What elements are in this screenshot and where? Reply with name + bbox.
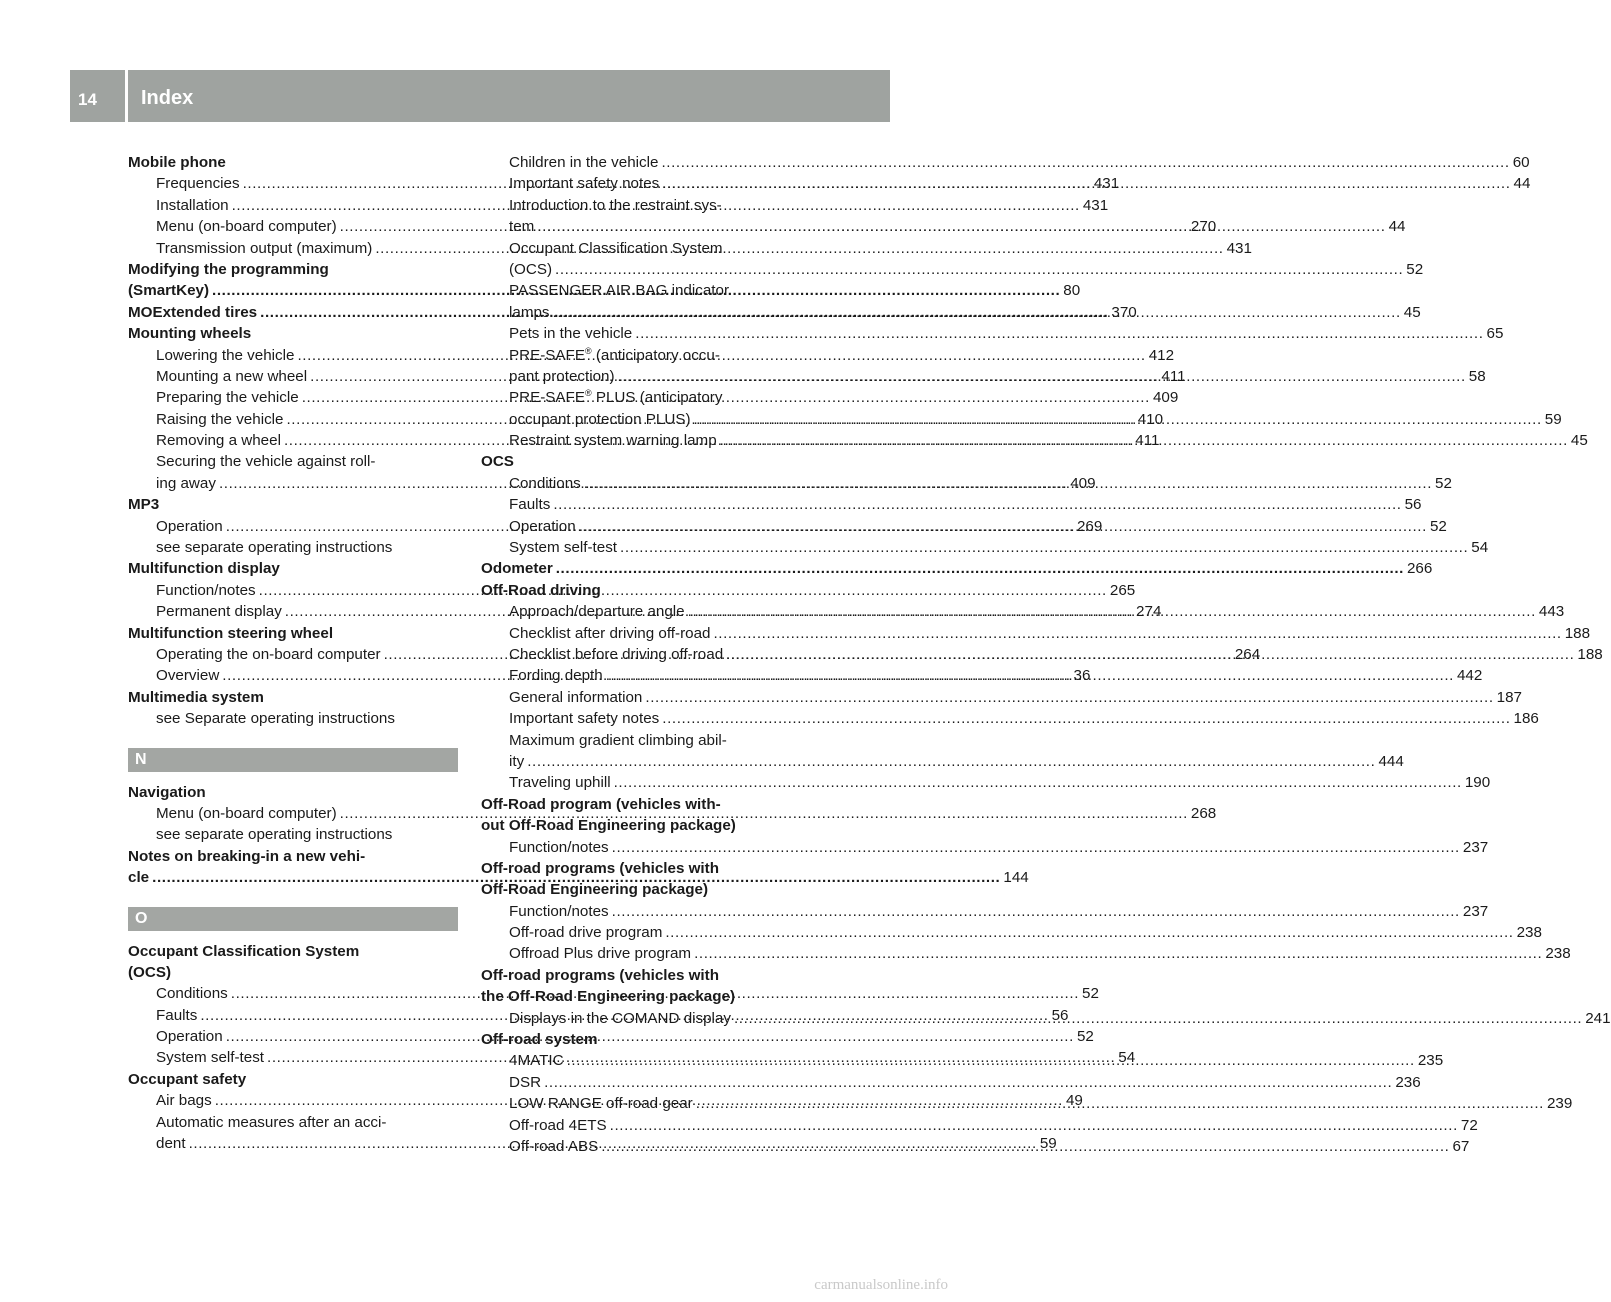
page-ref[interactable]: 190 [1464,774,1491,792]
index-entry [128,687,458,708]
entry-text: Removing a wheel [156,432,281,450]
entry-text: Restraint system warning lamp [509,432,717,450]
leader-dots [553,302,1401,323]
page-ref[interactable]: 412 [1148,346,1175,364]
index-subentry [481,195,811,216]
page-ref[interactable]: 239 [1546,1095,1573,1113]
leader-dots [694,409,1542,430]
section-gap [128,889,458,907]
entry-text: 4MATIC [509,1052,564,1070]
entry-text: dent [156,1135,186,1153]
index-entry [481,794,811,815]
page-ref[interactable]: 54 [1471,539,1489,557]
page-ref[interactable]: 44 [1388,218,1406,236]
index-subentry[interactable] [481,943,1571,964]
index-subentry [128,824,458,845]
index-entry[interactable] [481,558,1433,579]
page-ref[interactable]: 370 [1111,303,1137,321]
entry-text: Notes on breaking-in a new vehi- [128,847,366,865]
entry-text: Frequencies [156,175,240,193]
index-subentry[interactable] [481,323,1504,344]
leader-dots [726,644,1574,665]
entry-text: Occupant safety [128,1070,247,1088]
page-ref[interactable]: 443 [1538,603,1565,621]
leader-dots [662,708,1510,729]
entry-text: see separate operating instructions [156,826,393,844]
leader-dots [688,601,1536,622]
entry-text: MP3 [128,496,160,514]
index-entry [128,323,458,344]
index-subentry[interactable] [481,494,1422,515]
entry-text: Off-Road driving [481,581,601,599]
leader-dots [661,152,1509,173]
entry-text: Off-Road Engineering package) [481,881,708,899]
entry-text: Mounting a new wheel [156,367,308,385]
index-entry [128,558,458,579]
entry-text: Approach/departure angle [509,603,685,621]
entry-text: Children in the vehicle [509,154,659,171]
entry-text: MOExtended tires [128,303,258,321]
index-entry [128,962,458,983]
entry-text: Off-Road program (vehicles with- [481,795,721,813]
entry-text: (OCS) [509,260,553,278]
entry-text: Air bags [156,1092,212,1110]
entry-text: Conditions [156,985,228,1003]
entry-text: Operating the on-board computer [156,645,381,663]
leader-dots [556,558,1404,579]
entry-text: Function/notes [509,902,609,920]
entry-text: see Separate operating instructions [156,710,395,728]
entry-text: Faults [509,496,551,514]
entry-text: ity [509,752,525,770]
page-ref[interactable]: 409 [1070,474,1096,492]
entry-text: Faults [156,1006,198,1024]
entry-text: Function/notes [509,838,609,856]
entry-text: General information [509,688,643,706]
leader-dots [584,473,1432,494]
page-ref[interactable]: 431 [1226,239,1252,257]
page-ref[interactable]: 45 [1570,432,1588,450]
index-subentry[interactable] [481,152,1530,173]
page-ref[interactable]: 80 [1063,282,1081,300]
entry-text: see separate operating instructions [156,539,393,557]
entry-text: Mounting wheels [128,325,252,343]
page-ref[interactable]: 264 [1234,645,1261,663]
page-ref[interactable]: 431 [1082,196,1109,214]
entry-text: cle [128,869,150,887]
leader-dots [555,259,1403,280]
leader-dots [620,537,1468,558]
index-entry [128,623,458,644]
index-entry [128,846,458,867]
entry-text: Fording depth [509,667,603,685]
leader-dots [553,494,1401,515]
entry-text: Pets in the vehicle [509,325,633,343]
leader-dots [665,922,1513,943]
entry-text: Important safety notes [509,175,660,193]
index-subentry[interactable] [481,1072,1421,1093]
entry-text: Odometer [481,560,553,578]
entry-text: System self-test [156,1049,265,1067]
leader-dots [606,665,1454,686]
entry-text: Menu (on-board computer) [156,804,337,822]
entry-text: Menu (on-board computer) [156,218,337,236]
entry-text: Mobile phone [128,154,226,171]
entry-text: Navigation [128,783,206,801]
entry-text: Preparing the vehicle [156,389,299,407]
leader-dots [713,623,1561,644]
entry-text: OCS [481,453,514,471]
leader-dots [544,1072,1392,1093]
section-gap [128,931,458,941]
entry-text: Maximum gradient climbing abil- [509,731,727,749]
entry-text: tem [509,218,535,236]
header-divider [125,70,128,122]
page-ref[interactable]: 54 [1118,1049,1136,1067]
page-ref[interactable]: 188 [1577,645,1603,663]
index-subentry[interactable] [481,708,1539,729]
entry-text: Automatic measures after an acci- [156,1113,387,1131]
index-subentry[interactable] [481,259,1424,280]
leader-dots [696,1093,1544,1114]
page-ref[interactable]: 238 [1516,924,1542,942]
leader-dots [618,366,1466,387]
entry-text: Operation [509,517,576,535]
index-subentry[interactable] [128,516,1103,537]
page-ref[interactable]: 270 [1190,218,1217,236]
entry-text: Operation [156,517,223,535]
index-subentry[interactable] [481,687,1522,708]
page-ref[interactable]: 58 [1468,367,1486,385]
page-ref[interactable]: 268 [1190,804,1217,822]
entry-text: Occupant Classification System [128,942,360,960]
page-ref[interactable]: 144 [1003,869,1029,887]
entry-text: Overview [156,667,220,685]
entry-text: Conditions [509,474,581,492]
entry-text: Installation [156,196,229,214]
page-ref[interactable]: 444 [1378,752,1404,770]
page-ref[interactable]: 188 [1564,624,1591,642]
leader-dots [635,323,1483,344]
index-subentry[interactable] [481,751,1404,772]
leader-dots [610,1115,1458,1136]
index-subentry[interactable] [481,623,1591,644]
page-ref[interactable]: 409 [1152,389,1179,407]
index-subentry [481,345,811,366]
page-ref[interactable]: 411 [1135,432,1160,450]
entry-text: Off-road 4ETS [509,1116,607,1134]
page-ref[interactable]: 52 [1082,985,1099,1003]
entry-text: Multimedia system [128,688,264,706]
section-gap [128,772,458,782]
index-entry [481,858,811,879]
index-entry [481,986,811,1007]
page-ref[interactable]: 45 [1403,303,1421,321]
page-ref[interactable]: 72 [1460,1116,1478,1134]
entry-text: Lowering the vehicle [156,346,295,364]
entry-text: Function/notes [156,581,256,599]
page-ref[interactable]: 59 [1544,410,1562,428]
index-subentry [481,387,811,408]
index-subentry[interactable] [481,772,1491,793]
page-ref[interactable]: 236 [1395,1073,1421,1091]
entry-text: Checklist before driving off-road [509,645,724,663]
index-subentry[interactable] [481,837,1489,858]
index-subentry [481,280,811,301]
leader-dots [579,516,1427,537]
section-letter-header: O [128,907,458,931]
entry-text: PRE-SAFE® (anticipatory occu- [509,345,720,364]
leader-dots [734,1008,1582,1029]
page-ref[interactable]: 36 [1073,667,1091,685]
page-ref[interactable]: 237 [1462,902,1489,920]
entry-text: lamps [509,303,550,321]
leader-dots [612,901,1460,922]
page-ref[interactable]: 56 [1051,1006,1069,1024]
entry-text: Securing the vehicle against roll- [156,453,376,471]
leader-dots [537,216,1385,237]
index-entry [481,1029,811,1050]
page-ref[interactable]: 237 [1462,838,1489,856]
index-entry [481,580,811,601]
entry-text: Off-road programs (vehicles with [481,966,719,984]
page-ref[interactable]: 186 [1513,710,1539,728]
index-entry [128,152,458,173]
entry-text: Offroad Plus drive program [509,945,692,963]
index-subentry[interactable] [481,537,1489,558]
page-title: Index [141,87,194,109]
page-ref[interactable]: 269 [1076,517,1103,535]
page-ref[interactable]: 60 [1512,154,1530,171]
index-subentry [128,708,458,729]
leader-dots [612,837,1460,858]
entry-text: pant protection) [509,367,615,385]
index-subentry [128,1112,458,1133]
section-letter-header: N [128,748,458,772]
entry-text: Off-road programs (vehicles with [481,859,719,877]
entry-text: Permanent display [156,603,282,621]
leader-dots [527,751,1375,772]
leader-dots [614,772,1462,793]
leader-dots [694,943,1542,964]
leader-dots [662,173,1510,194]
entry-text: ing away [156,474,216,492]
entry-text: Transmission output (maximum) [156,239,373,257]
page-ref[interactable]: 266 [1406,560,1433,578]
index-entry [481,451,811,472]
page-ref[interactable]: 44 [1513,175,1531,193]
page-ref[interactable]: 241 [1585,1009,1611,1027]
page-ref[interactable]: 56 [1404,496,1422,514]
entry-text: Multifunction steering wheel [128,624,334,642]
entry-text: the Off-Road Engineering package) [481,988,735,1006]
entry-text: System self-test [509,539,618,557]
entry-text: LOW RANGE off-road gear [509,1095,693,1113]
entry-text: Displays in the COMAND display [509,1009,731,1027]
watermark: carmanualsonline.info [814,1277,948,1293]
entry-text: Introduction to the restraint sys- [509,196,722,214]
leader-dots [567,1050,1415,1071]
entry-text: PASSENGER AIR BAG indicator [509,282,730,300]
entry-text: Off-road drive program [509,924,663,942]
entry-text: Off-road ABS [509,1137,599,1155]
entry-text: out Off-Road Engineering package) [481,817,736,835]
page-ref[interactable]: 49 [1065,1092,1083,1110]
page-ref[interactable]: 265 [1109,581,1136,599]
index-entry [128,782,458,803]
index-subentry [481,730,811,751]
leader-dots [645,687,1493,708]
entry-text: Modifying the programming [128,260,329,278]
entry-text: (OCS) [128,963,172,981]
page-ref[interactable]: 187 [1496,688,1522,706]
index-entry [128,1069,458,1090]
page-ref[interactable]: 67 [1452,1137,1470,1155]
index-entry [128,941,458,962]
page-ref[interactable]: 52 [1076,1028,1094,1046]
entry-text: Raising the vehicle [156,410,284,428]
page-ref[interactable]: 52 [1429,517,1447,535]
entry-text: Operation [156,1028,223,1046]
entry-text: Occupant Classification System [509,239,723,257]
page-ref[interactable]: 238 [1545,945,1571,963]
index-entry [481,965,811,986]
index-subentry[interactable] [481,1115,1478,1136]
section-gap [128,730,458,748]
entry-text: (SmartKey) [128,282,210,300]
leader-dots [720,430,1568,451]
index-subentry [128,537,458,558]
entry-text: Traveling uphill [509,774,611,792]
index-entry [481,879,811,900]
page-ref[interactable]: 65 [1486,325,1504,343]
entry-text: DSR [509,1073,542,1091]
page-ref[interactable]: 431 [1093,175,1120,193]
page-ref[interactable]: 52 [1435,474,1452,492]
page-ref[interactable]: 442 [1456,667,1483,685]
index-entry [481,815,811,836]
index-subentry[interactable] [481,901,1489,922]
page-ref[interactable]: 411 [1161,367,1186,385]
page-ref[interactable]: 59 [1039,1135,1057,1153]
page-number: 14 [78,90,97,109]
page-ref[interactable]: 235 [1417,1052,1444,1070]
index-entry [128,259,458,280]
index-entry [128,494,458,515]
entry-text: occupant protection PLUS) [509,410,691,428]
page-ref[interactable]: 52 [1406,260,1424,278]
entry-text: Off-road system [481,1031,598,1049]
page-ref[interactable]: 274 [1136,603,1162,621]
leader-dots [601,1136,1449,1157]
entry-text: PRE-SAFE® PLUS (anticipatory [509,388,723,407]
index-subentry [128,451,458,472]
index-subentry [481,238,811,259]
entry-text: Multifunction display [128,560,280,578]
page-ref[interactable]: 410 [1137,410,1164,428]
entry-text: Checklist after driving off-road [509,624,711,642]
index-subentry[interactable] [481,922,1542,943]
entry-text: Important safety notes [509,710,660,728]
